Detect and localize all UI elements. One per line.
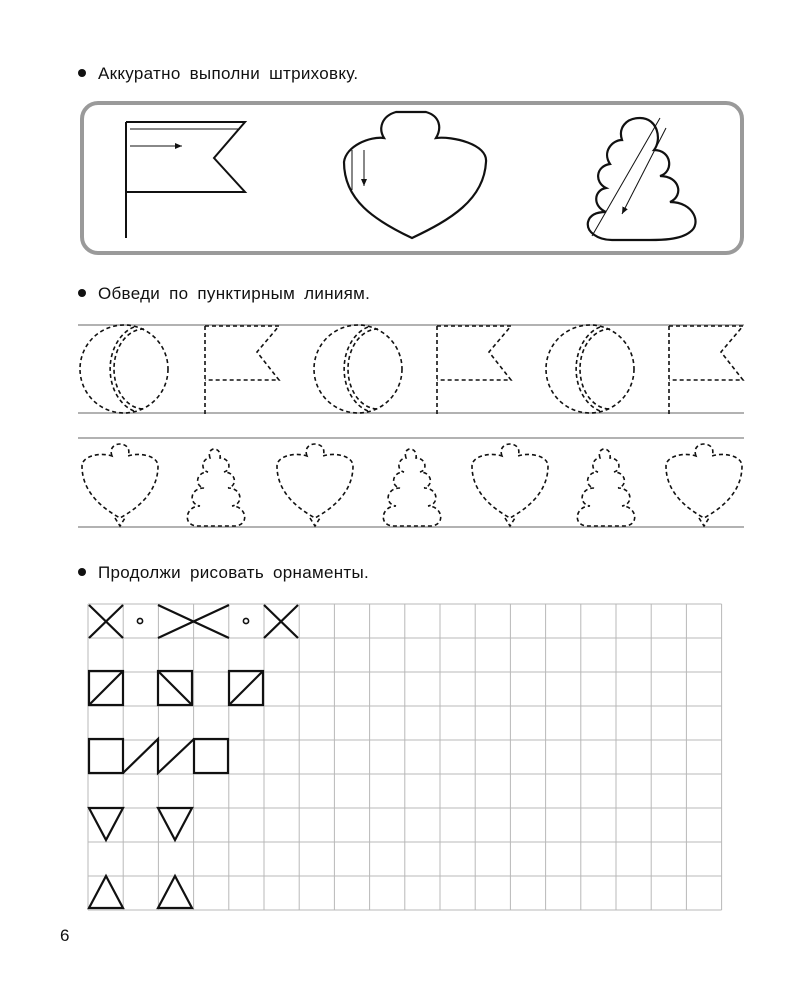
trace-ball <box>80 325 168 413</box>
ornament-grid <box>88 604 722 910</box>
trace-spinning-top <box>277 444 353 526</box>
hatch-flag <box>126 122 245 238</box>
ornament-row-triangle-down <box>89 808 192 840</box>
trace-pyramid-toy <box>383 449 440 526</box>
trace-guidelines <box>78 325 744 527</box>
trace-pyramid-toy <box>187 449 244 526</box>
ornament-row-square-diagonal <box>89 671 263 705</box>
trace-flag <box>669 326 743 414</box>
trace-spinning-top <box>666 444 742 526</box>
trace-ball <box>314 325 402 413</box>
task-hatching-text: Аккуратно выполни штриховку. <box>98 64 359 83</box>
trace-flag <box>205 326 279 414</box>
task-trace-text: Обведи по пунктирным линиям. <box>98 284 371 303</box>
trace-ball <box>546 325 634 413</box>
hatching-frame <box>82 103 742 253</box>
page-number: 6 <box>60 926 70 945</box>
trace-spinning-top <box>472 444 548 526</box>
trace-pyramid-toy <box>577 449 634 526</box>
trace-row-1 <box>80 325 743 414</box>
trace-spinning-top <box>82 444 158 526</box>
ornament-row-square-zigzag <box>89 739 228 773</box>
trace-row-2 <box>82 444 742 526</box>
hatch-spinning-top <box>344 112 486 238</box>
ornament-row-triangle-up <box>89 876 192 908</box>
task-ornaments-text: Продолжи рисовать орнаменты. <box>98 563 370 582</box>
trace-flag <box>437 326 511 414</box>
hatch-pyramid-toy <box>588 118 696 240</box>
